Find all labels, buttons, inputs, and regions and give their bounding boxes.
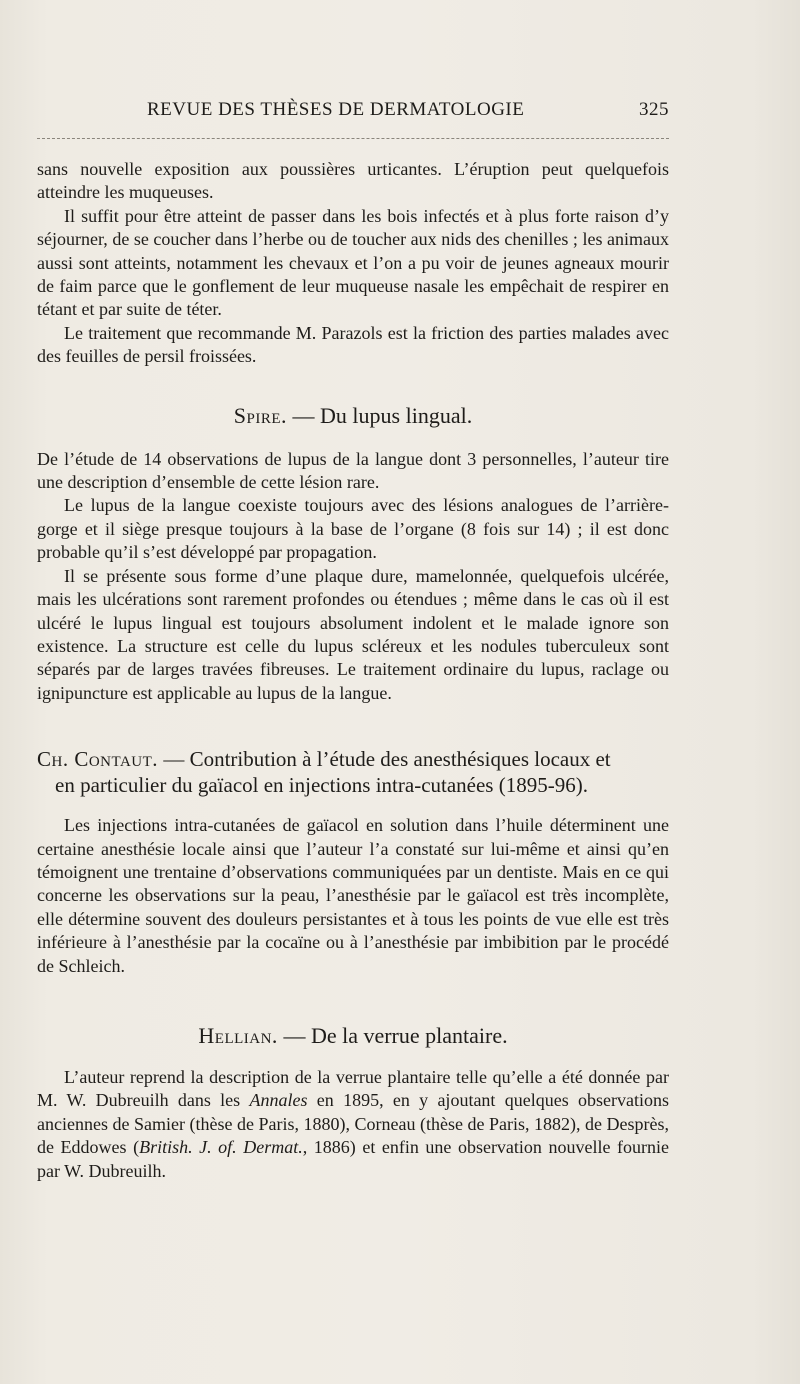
heading-title: — De la verrue plantaire. xyxy=(277,1022,508,1048)
heading-author: Ch. Contaut. xyxy=(37,747,159,772)
page-number: 325 xyxy=(639,99,669,120)
spire-paragraph-3: Il se présente sous forme d’une plaque dure, mamelonnée, quelquefois ulcérée, mais les ulcérations sont rarement profondes ou étendues ; même dans le cas où il est ulcéré le lupus lingual est toujours absolument indolent et le malade ignore son existence. La structure est celle du lupus scléreux et les nodules tuberculeux sont séparés par de larges travées fibreuses. Le traitement ordinaire du lupus, raclage ou ignipuncture est applicable au lupus de la langue. xyxy=(37,565,669,703)
section-heading-hellian xyxy=(37,1022,669,1050)
section-heading-contaut xyxy=(37,746,669,798)
journal-reference: British. J. of. Dermat. xyxy=(139,1137,303,1158)
intro-paragraph-3: Le traitement que recommande M. Parazols est la friction des parties malades avec des feuilles de persil froissées. xyxy=(37,322,669,367)
heading-author: Hellian. xyxy=(198,1022,278,1048)
heading-title-line-2: en particulier du gaïacol en injections intra-cutanées (1895-96). xyxy=(55,773,588,798)
spire-paragraph-1: De l’étude de 14 observations de lupus de la langue dont 3 personnelles, l’auteur tire une description d’ensemble de cette lésion rare. xyxy=(37,448,669,493)
heading-title: — Du lupus lingual. xyxy=(287,402,473,428)
intro-paragraph-2: Il suffit pour être atteint de passer dans les bois infectés et à plus forte raison d’y séjourner, de se coucher dans l’herbe ou de toucher aux nids des chenilles ; les animaux aussi sont atteints, notamment les chevaux et l’on a pu voir de jeunes agneaux mourir de faim parce que le gonflement de leur muqueuse nasale les empêchait de respirer en tétant et par suite de téter. xyxy=(37,205,669,320)
header-rule xyxy=(37,138,669,139)
text-run: , 1886) et enfin une observation nouvelle fournie par W. Dubreuilh. xyxy=(37,1137,669,1181)
section-heading-spire xyxy=(37,402,669,430)
journal-title: Annales xyxy=(249,1090,308,1111)
intro-paragraph-1: sans nouvelle exposition aux poussières urticantes. L’éruption peut quelquefois atteindre les muqueuses. xyxy=(37,159,669,203)
contaut-paragraph-1: Les injections intra-cutanées de gaïacol en solution dans l’huile déterminent une certaine anesthésie locale ainsi que l’auteur l’a constaté sur lui-même et ainsi qu’en témoignent une trentaine d’observations communiquées par un dentiste. Mais en ce qui concerne les observations sur la peau, l’anesthésie par le gaïacol est très incomplète, elle détermine souvent des douleurs persistantes et à tous les points de vue elle est très inférieure à l’anesthésie par la cocaïne ou à l’anesthésie par imbibition par le procédé de Schleich. xyxy=(37,815,669,976)
running-title: REVUE DES THÈSES DE DERMATOLOGIE xyxy=(147,99,525,120)
heading-author: Spire. xyxy=(233,402,288,428)
spire-paragraph-2: Le lupus de la langue coexiste toujours avec des lésions analogues de l’arrière-gorge et il siège presque toujours à la base de l’organe (8 fois sur 14) ; il est donc probable qu’il s’est développé par propagation. xyxy=(37,495,669,563)
page-header xyxy=(37,99,669,129)
hellian-paragraph-1 xyxy=(37,1066,669,1183)
heading-title-line-1: — Contribution à l’étude des anesthésiques locaux et xyxy=(158,747,611,772)
text-run: en 1895, en y ajoutant quelques observations anciennes de Samier (thèse de Paris, 1880), Corneau (thèse de Paris, 1882), de Desprès, de Eddowes ( xyxy=(37,1090,669,1158)
text-run: L’auteur reprend la description de la verrue plantaire telle qu’elle a été donnée par M. W. Dubreuilh dans les xyxy=(37,1066,669,1111)
page-body xyxy=(37,158,669,1183)
